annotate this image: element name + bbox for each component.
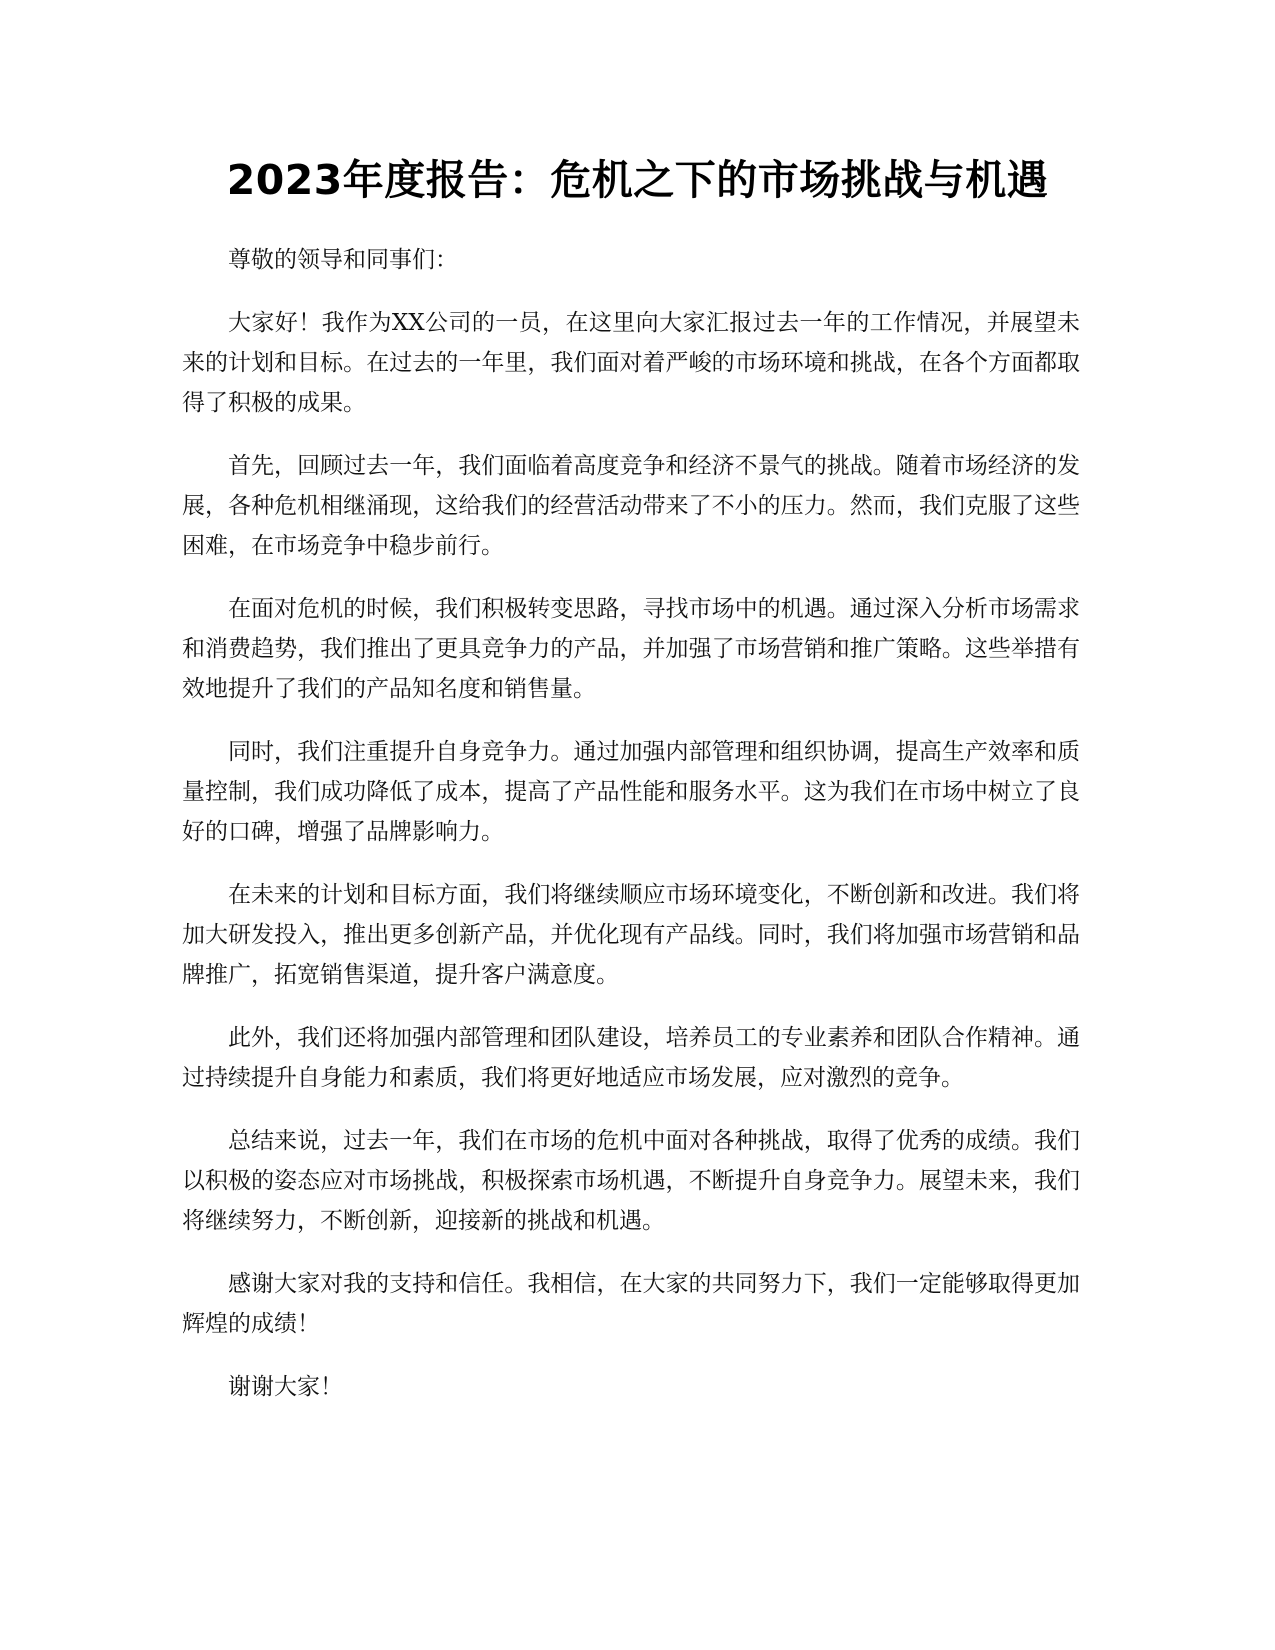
paragraph-opportunities: 在面对危机的时候，我们积极转变思路，寻找市场中的机遇。通过深入分析市场需求和消费趋势，我们推出了更具竞争力的产品，并加强了市场营销和推广策略。这些举措有效地提升了我们的产品知名度和销售量。 bbox=[182, 596, 1080, 702]
document-title: 2023年度报告：危机之下的市场挑战与机遇 bbox=[226, 156, 1049, 204]
paragraph-team-building: 此外，我们还将加强内部管理和团队建设，培养员工的专业素养和团队合作精神。通过持续提升自身能力和素质，我们将更好地适应市场发展，应对激烈的竞争。 bbox=[182, 1025, 1080, 1091]
paragraph-future-plans: 在未来的计划和目标方面，我们将继续顺应市场环境变化，不断创新和改进。我们将加大研发投入，推出更多创新产品，并优化现有产品线。同时，我们将加强市场营销和品牌推广，拓宽销售渠道，提升客户满意度。 bbox=[182, 882, 1080, 988]
paragraph-summary: 总结来说，过去一年，我们在市场的危机中面对各种挑战，取得了优秀的成绩。我们以积极的姿态应对市场挑战，积极探索市场机遇，不断提升自身竞争力。展望未来，我们将继续努力，不断创新，迎接新的挑战和机遇。 bbox=[182, 1128, 1080, 1234]
paragraph-competitiveness: 同时，我们注重提升自身竞争力。通过加强内部管理和组织协调，提高生产效率和质量控制，我们成功降低了成本，提高了产品性能和服务水平。这为我们在市场中树立了良好的口碑，增强了品牌影响力。 bbox=[182, 739, 1080, 845]
paragraph-closing: 谢谢大家！ bbox=[228, 1374, 343, 1400]
document-body bbox=[182, 240, 1080, 1430]
paragraph-salutation: 尊敬的领导和同事们： bbox=[228, 247, 458, 273]
paragraph-greeting: 大家好！我作为XX公司的一员，在这里向大家汇报过去一年的工作情况，并展望未来的计划和目标。在过去的一年里，我们面对着严峻的市场环境和挑战，在各个方面都取得了积极的成果。 bbox=[182, 310, 1080, 416]
paragraph-thanks: 感谢大家对我的支持和信任。我相信，在大家的共同努力下，我们一定能够取得更加辉煌的成绩！ bbox=[182, 1271, 1080, 1337]
paragraph-review: 首先，回顾过去一年，我们面临着高度竞争和经济不景气的挑战。随着市场经济的发展，各种危机相继涌现，这给我们的经营活动带来了不小的压力。然而，我们克服了这些困难，在市场竞争中稳步前行。 bbox=[182, 453, 1080, 559]
